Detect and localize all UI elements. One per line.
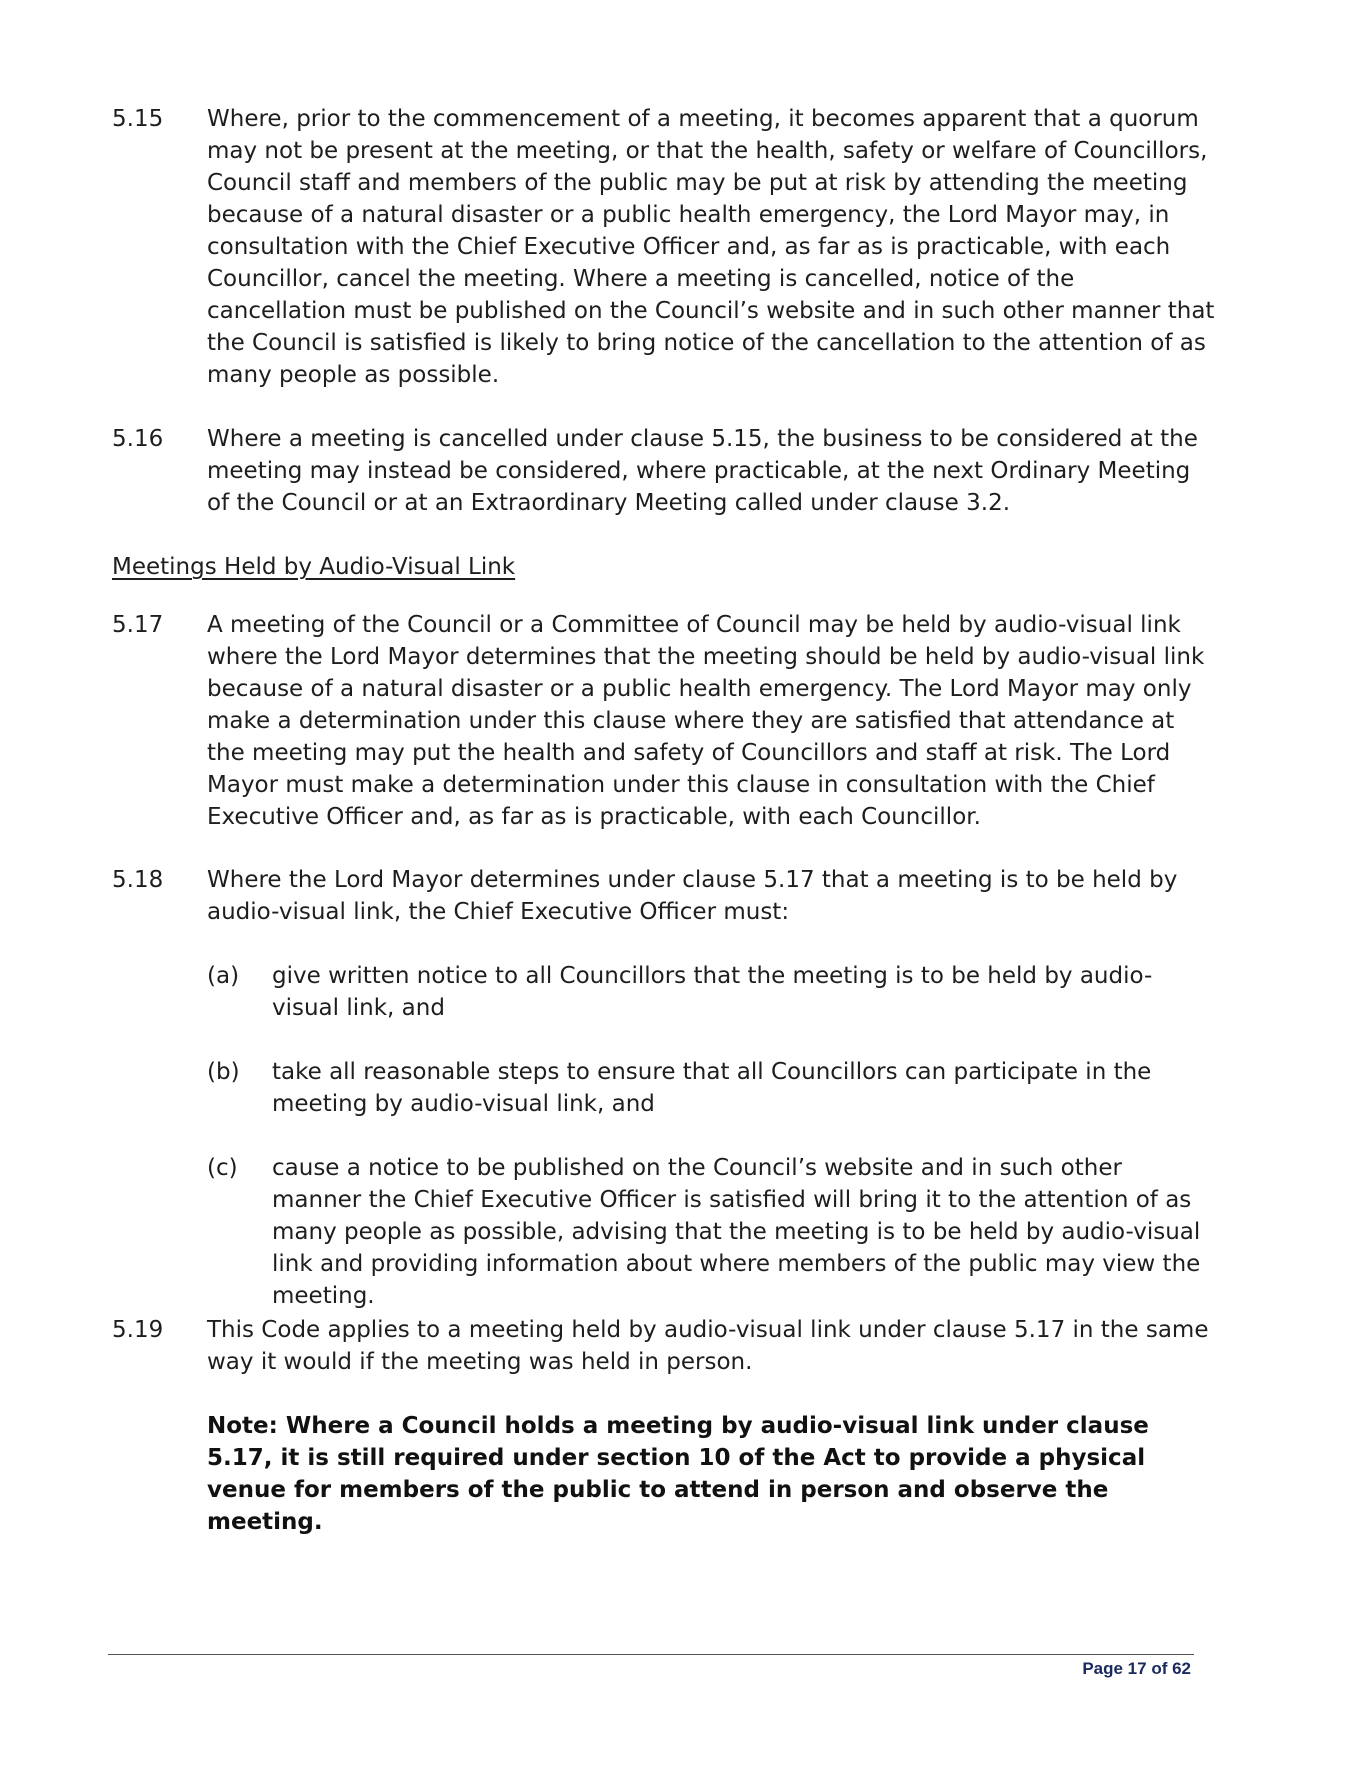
clause-text: A meeting of the Council or a Committee of Council may be held by audio-visual link where the Lord Mayor determines that the meeting should be held by audio-visual link because of a natural disaster or a public health emergency. The Lord Mayor may only make a determination under this clause where they are satisfied that attendance at the meeting may put the health and safety of Councillors and staff at risk. The Lord Mayor must make a determination under this clause in consultation with the Chief Executive Officer and, as far as is practicable, with each Councillor.: [207, 612, 1205, 830]
subitem-text: take all reasonable steps to ensure that all Councillors can participate in the meeting by audio-visual link, and: [272, 1059, 1152, 1117]
subitem-c: [207, 1152, 1217, 1312]
subitem-label: (a): [207, 963, 240, 989]
clause-number: 5.15: [112, 106, 164, 132]
clause-5-15: [112, 103, 1222, 391]
clause-text: This Code applies to a meeting held by audio-visual link under clause 5.17 in the same way it would if the meeting was held in person.: [207, 1317, 1209, 1375]
subitem-label: (c): [207, 1155, 238, 1181]
section-heading: Meetings Held by Audio-Visual Link: [112, 554, 516, 580]
clause-text: Where, prior to the commencement of a meeting, it becomes apparent that a quorum may not be present at the meeting, or that the health, safety or welfare of Councillors, Council staff and members of the public may be put at risk by attending the meeting because of a natural disaster or a public health emergency, the Lord Mayor may, in consultation with the Chief Executive Officer and, as far as is practicable, with each Councillor, cancel the meeting. Where a meeting is cancelled, notice of the cancellation must be published on the Council’s website and in such other manner that the Council is satisfied is likely to bring notice of the cancellation to the attention of as many people as possible.: [207, 106, 1215, 388]
subitem-b: [207, 1056, 1217, 1120]
subitem-a: [207, 960, 1217, 1024]
clause-5-19: [112, 1314, 1222, 1378]
clause-text: Where a meeting is cancelled under clause 5.15, the business to be considered at the meeting may instead be considered, where practicable, at the next Ordinary Meeting of the Council or at an Extraordinary Meeting called under clause 3.2.: [207, 426, 1198, 516]
clause-number: 5.16: [112, 426, 164, 452]
clause-number: 5.17: [112, 612, 164, 638]
page-number: Page 17 of 62: [1082, 1659, 1191, 1678]
subitem-text: cause a notice to be published on the Council’s website and in such other manner the Chief Executive Officer is satisfied will bring it to the attention of as many people as possible, advising that the meeting is to be held by audio-visual link and providing information about where members of the public may view the meeting.: [272, 1155, 1201, 1309]
clause-5-18: [112, 864, 1222, 928]
note-paragraph: Note: Where a Council holds a meeting by audio-visual link under clause 5.17, it is still required under section 10 of the Act to provide a physical venue for members of the public to attend in person and observe the meeting.: [207, 1413, 1149, 1535]
clause-5-16: [112, 423, 1222, 519]
clause-5-17: [112, 609, 1222, 833]
clause-number: 5.18: [112, 867, 164, 893]
subitem-text: give written notice to all Councillors that the meeting is to be held by audio-visual link, and: [272, 963, 1153, 1021]
footer-divider: [108, 1654, 1194, 1655]
clause-number: 5.19: [112, 1317, 164, 1343]
subitem-label: (b): [207, 1059, 240, 1085]
clause-text: Where the Lord Mayor determines under clause 5.17 that a meeting is to be held by audio-visual link, the Chief Executive Officer must:: [207, 867, 1178, 925]
